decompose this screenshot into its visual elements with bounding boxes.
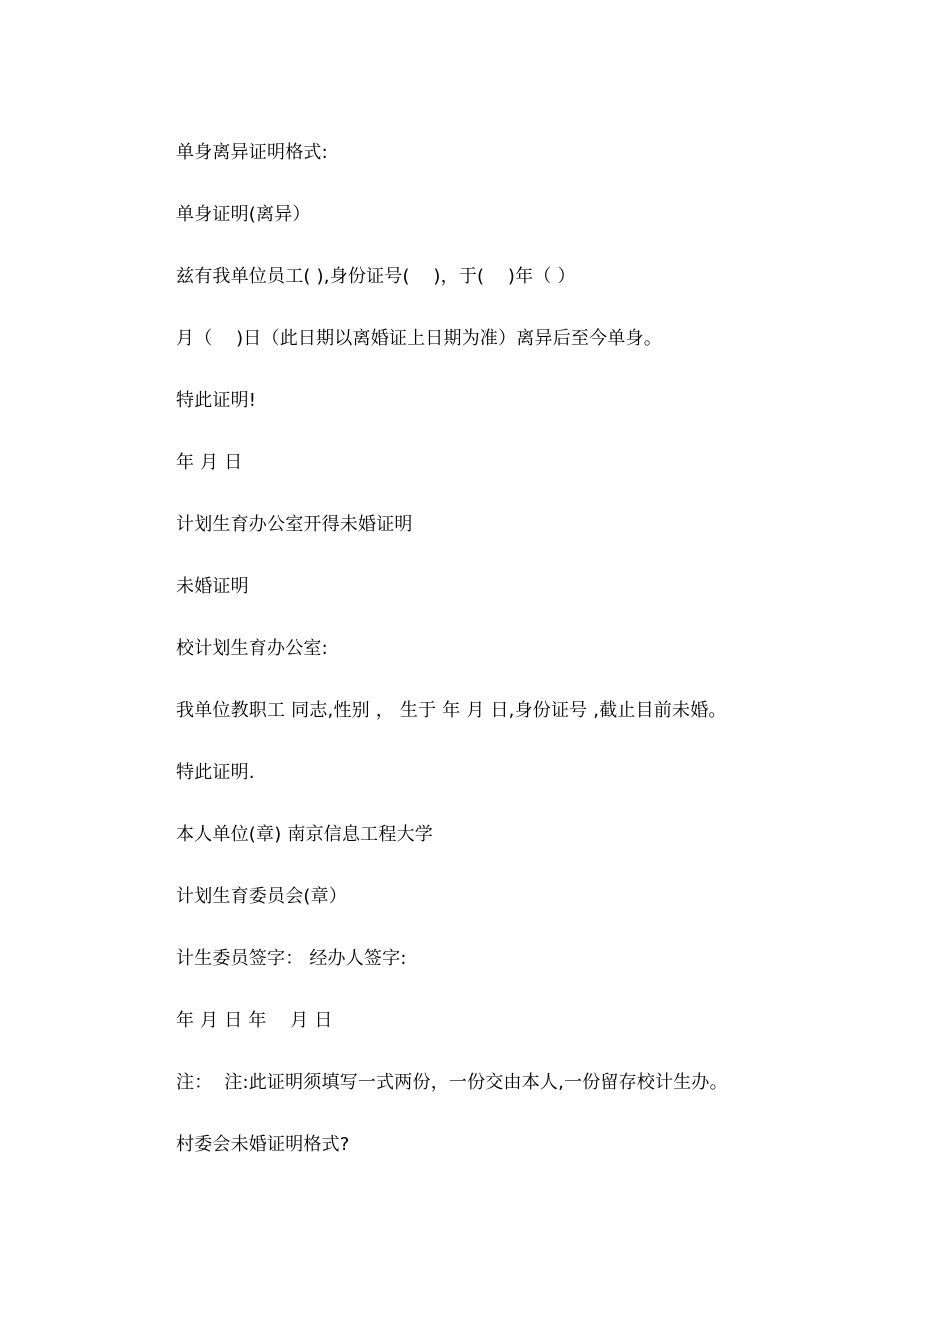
unmarried-body-line: 我单位教职工 同志,性别 ， 生于 年 月 日,身份证号 ,截止目前未婚。 xyxy=(176,700,727,721)
divorce-body-line-2: 月（ )日（此日期以离婚证上日期为准）离异后至今单身。 xyxy=(176,328,662,349)
heading-family-planning-unmarried: 计划生育办公室开得未婚证明 xyxy=(176,514,413,535)
title-single-certificate-divorced: 单身证明(离异） xyxy=(176,204,311,225)
signature-line: 计生委员签字： 经办人签字: xyxy=(176,948,407,969)
note-line: 注： 注:此证明须填写一式两份，一份交由本人,一份留存校计生办。 xyxy=(176,1072,728,1093)
signature-date-line: 年 月 日 年 月 日 xyxy=(176,1010,333,1031)
title-unmarried-certificate: 未婚证明 xyxy=(176,576,249,597)
addressee-line: 校计划生育办公室: xyxy=(176,638,328,659)
unit-seal-line: 本人单位(章) 南京信息工程大学 xyxy=(176,824,433,845)
unmarried-certify-closing: 特此证明. xyxy=(176,762,255,783)
committee-seal-line: 计划生育委员会(章） xyxy=(176,886,348,907)
divorce-body-line-1: 兹有我单位员工( ),身份证号( )，于( )年（ ） xyxy=(176,266,576,287)
divorce-date-line: 年 月 日 xyxy=(176,452,243,473)
heading-single-divorce-format: 单身离异证明格式: xyxy=(176,142,328,163)
heading-village-unmarried-format: 村委会未婚证明格式? xyxy=(176,1134,350,1155)
divorce-certify-closing: 特此证明! xyxy=(176,390,257,411)
